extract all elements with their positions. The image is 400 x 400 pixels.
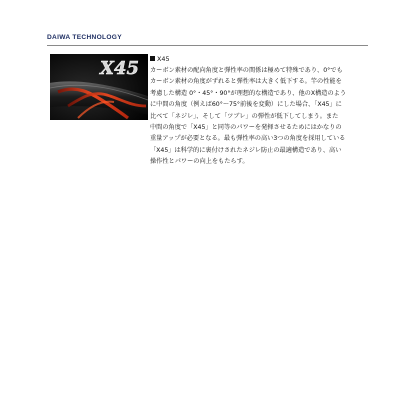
x45-logo: X45 xyxy=(100,58,140,79)
description-line: 中間の角度で「X45」と同等のパワーを発揮させるためにはかなりの xyxy=(150,124,342,132)
description-line: カーボン素材の配向角度と弾性率の関係は極めて特殊であり、0°でも xyxy=(150,67,343,74)
section-divider xyxy=(47,45,368,46)
feature-heading xyxy=(150,54,368,65)
description-line: 操作性とパワーの向上をもたらす。 xyxy=(150,158,249,166)
feature-description xyxy=(150,65,368,168)
description-line: に中間の角度（例えば60°〜75°前後を変動）にした場合、「X45」に xyxy=(150,101,342,109)
bullet-square-icon xyxy=(150,56,155,61)
section-title: DAIWA TECHNOLOGY xyxy=(47,34,122,41)
description-line: 比べて「ネジレ」、そして「ツブレ」の弾性が低下してしまう。また xyxy=(150,112,339,120)
description-line: 重量アップが必要となる。最も弾性率の高い3つの角度を採用している xyxy=(150,135,346,143)
x45-rod-illustration xyxy=(50,54,148,120)
feature-text xyxy=(150,54,368,168)
description-line: 考慮した構造 0°・45°・90°が理想的な構造であり、他のX構造のよう xyxy=(150,89,347,97)
feature-block xyxy=(50,54,366,194)
description-line: カーボン素材の角度がずれると弾性率は大きく低下する。竿の性能を xyxy=(150,78,342,86)
feature-heading-label: X45 xyxy=(157,55,170,63)
x45-rod-image xyxy=(50,54,148,120)
description-line: 「X45」は科学的に裏付けされたネジレ防止の最適構造であり、高い xyxy=(150,146,342,154)
section-header xyxy=(47,34,368,46)
